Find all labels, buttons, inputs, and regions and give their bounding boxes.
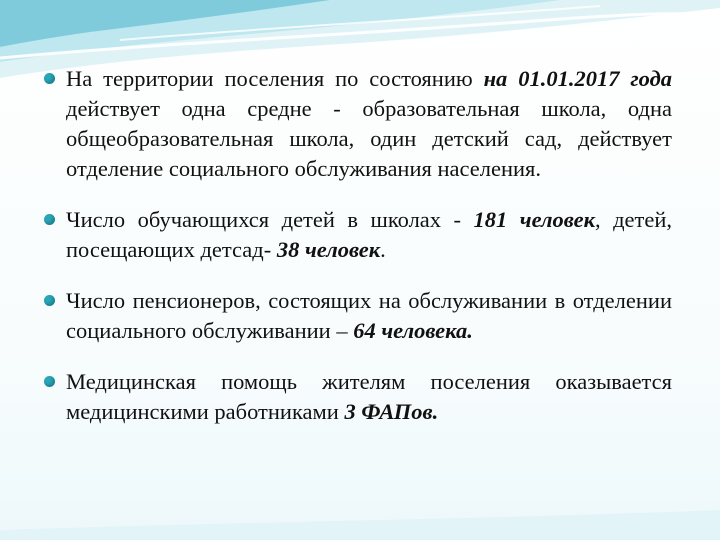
bullet-emphasis-fap-count: 3 ФАПов. bbox=[344, 399, 439, 424]
bullet-text: На территории поселения по состоянию bbox=[66, 66, 484, 91]
bullet-text: Медицинская помощь жителям поселения оказывается медицинскими работниками bbox=[66, 369, 672, 424]
bullet-icon bbox=[44, 214, 55, 225]
bullet-icon bbox=[44, 376, 55, 387]
bullet-emphasis-students-count: 181 человек bbox=[473, 207, 595, 232]
slide-content bbox=[44, 64, 672, 448]
bullet-item-schools bbox=[44, 64, 672, 184]
bullet-text: Число обучающихся детей в школах - bbox=[66, 207, 474, 232]
bullet-emphasis-date: на 01.01.2017 года bbox=[483, 66, 672, 91]
bullet-text: Число пенсионеров, состоящих на обслуживании в отделении социального обслуживании – bbox=[66, 288, 672, 343]
bullet-item-students bbox=[44, 205, 672, 265]
bullet-text: действует одна средне - образовательная школа, одна общеобразовательная школа, один детский сад, действует отделение социального обслуживания населения. bbox=[66, 96, 672, 181]
bullet-emphasis-pensioners-count: 64 человека. bbox=[353, 318, 473, 343]
bullet-text: . bbox=[380, 237, 386, 262]
bottom-wave-decoration bbox=[0, 500, 720, 540]
bullet-item-medical bbox=[44, 367, 672, 427]
bullet-icon bbox=[44, 73, 55, 84]
bullet-item-pensioners bbox=[44, 286, 672, 346]
bottom-wave-band bbox=[0, 510, 720, 540]
bullet-text: , детей, посещающих детсад- bbox=[66, 207, 673, 262]
bullet-icon bbox=[44, 295, 55, 306]
bullet-emphasis-kindergarten-count: 38 человек bbox=[276, 237, 381, 262]
